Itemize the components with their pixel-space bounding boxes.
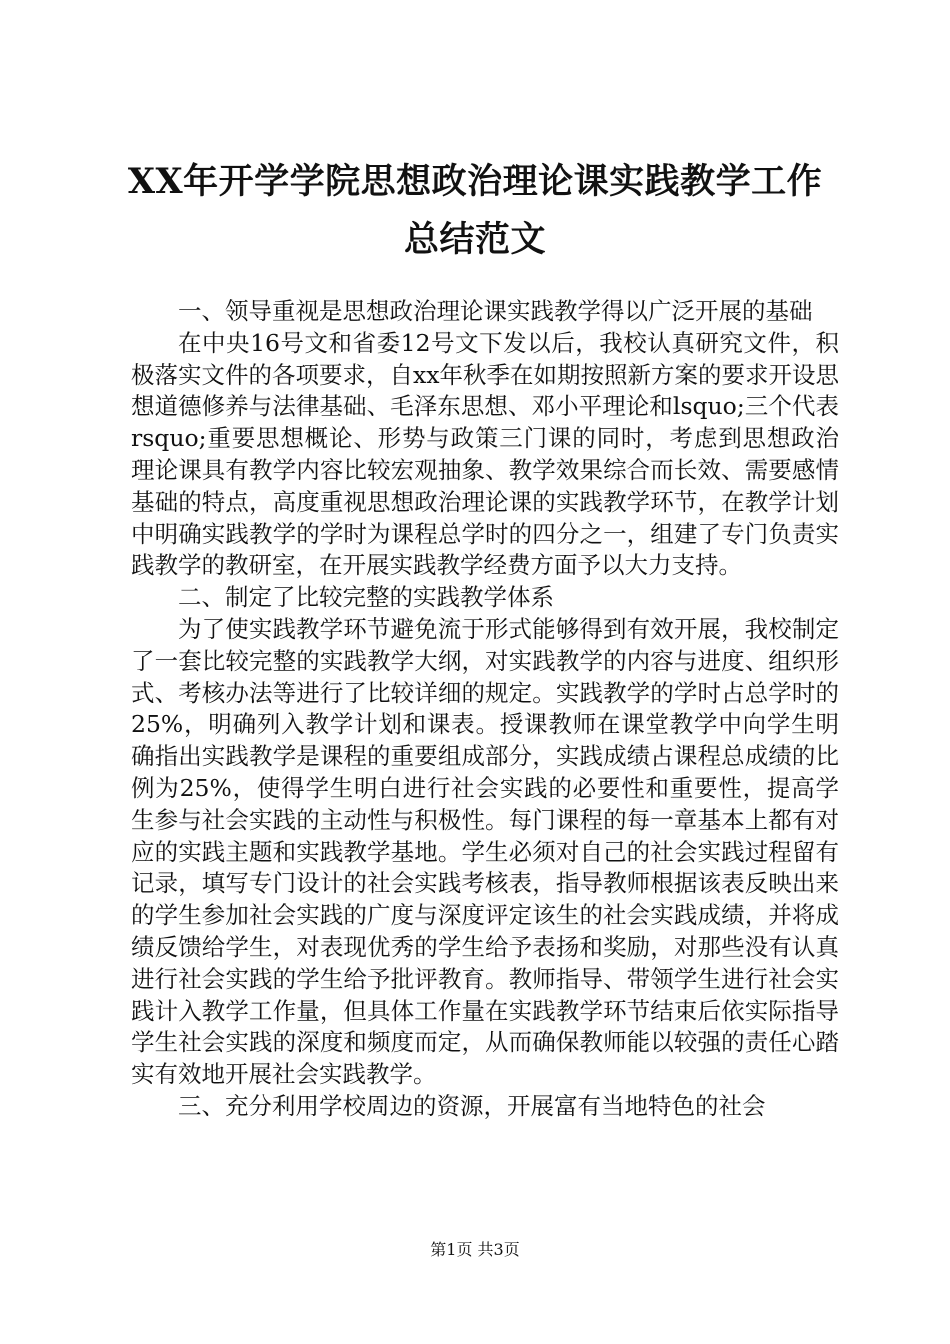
paragraph-2: 为了使实践教学环节避免流于形式能够得到有效开展，我校制定了一套比较完整的实践教学大纲，对实践教学的内容与进度、组织形式、考核办法等进行了比较详细的规定。实践教学的学时占总学时的25%，明确列入教学计划和课表。授课教师在课堂教学中向学生明确指出实践教学是课程的重要组成部分，实践成绩占课程总成绩的比例为25%，使得学生明白进行社会实践的必要性和重要性，提高学生参与社会实践的主动性与积极性。每门课程的每一章基本上都有对应的实践主题和实践教学基地。学生必须对自己的社会实践过程留有记录，填写专门设计的社会实践考核表，指导教师根据该表反映出来的学生参加社会实践的广度与深度评定该生的社会实践成绩，并将成绩反馈给学生，对表现优秀的学生给予表扬和奖励，对那些没有认真进行社会实践的学生给予批评教育。教师指导、带领学生进行社会实践计入教学工作量，但具体工作量在实践教学环节结束后依实际指导学生社会实践的深度和频度而定，从而确保教师能以较强的责任心踏实有效地开展社会实践教学。 (131, 614, 839, 1089)
page-footer: 第1页 共3页 (430, 1240, 520, 1259)
section-heading-2: 二、制定了比较完整的实践教学体系 (178, 583, 554, 612)
section-heading-1: 一、领导重视是思想政治理论课实践教学得以广泛开展的基础 (178, 297, 813, 325)
document-body (131, 296, 839, 1123)
section-heading-3: 三、充分利用学校周边的资源，开展富有当地特色的社会 (178, 1091, 766, 1120)
paragraph-1: 在中央16号文和省委12号文下发以后，我校认真研究文件，积极落实文件的各项要求，自xx年秋季在如期按照新方案的要求开设思想道德修养与法律基础、毛泽东思想、邓小平理论和lsquo;三个代表rsquo;重要思想概论、形势与政策三门课的同时，考虑到思想政治理论课具有教学内容比较宏观抽象、教学效果综合而长效、需要感情基础的特点，高度重视思想政治理论课的实践教学环节，在教学计划中明确实践教学的学时为课程总学时的四分之一，组建了专门负责实践教学的教研室，在开展实践教学经费方面予以大力支持。 (131, 328, 840, 580)
document-title-line-1: XX年开学学院思想政治理论课实践教学工作 (127, 161, 823, 202)
document-title-line-2: 总结范文 (403, 219, 546, 260)
